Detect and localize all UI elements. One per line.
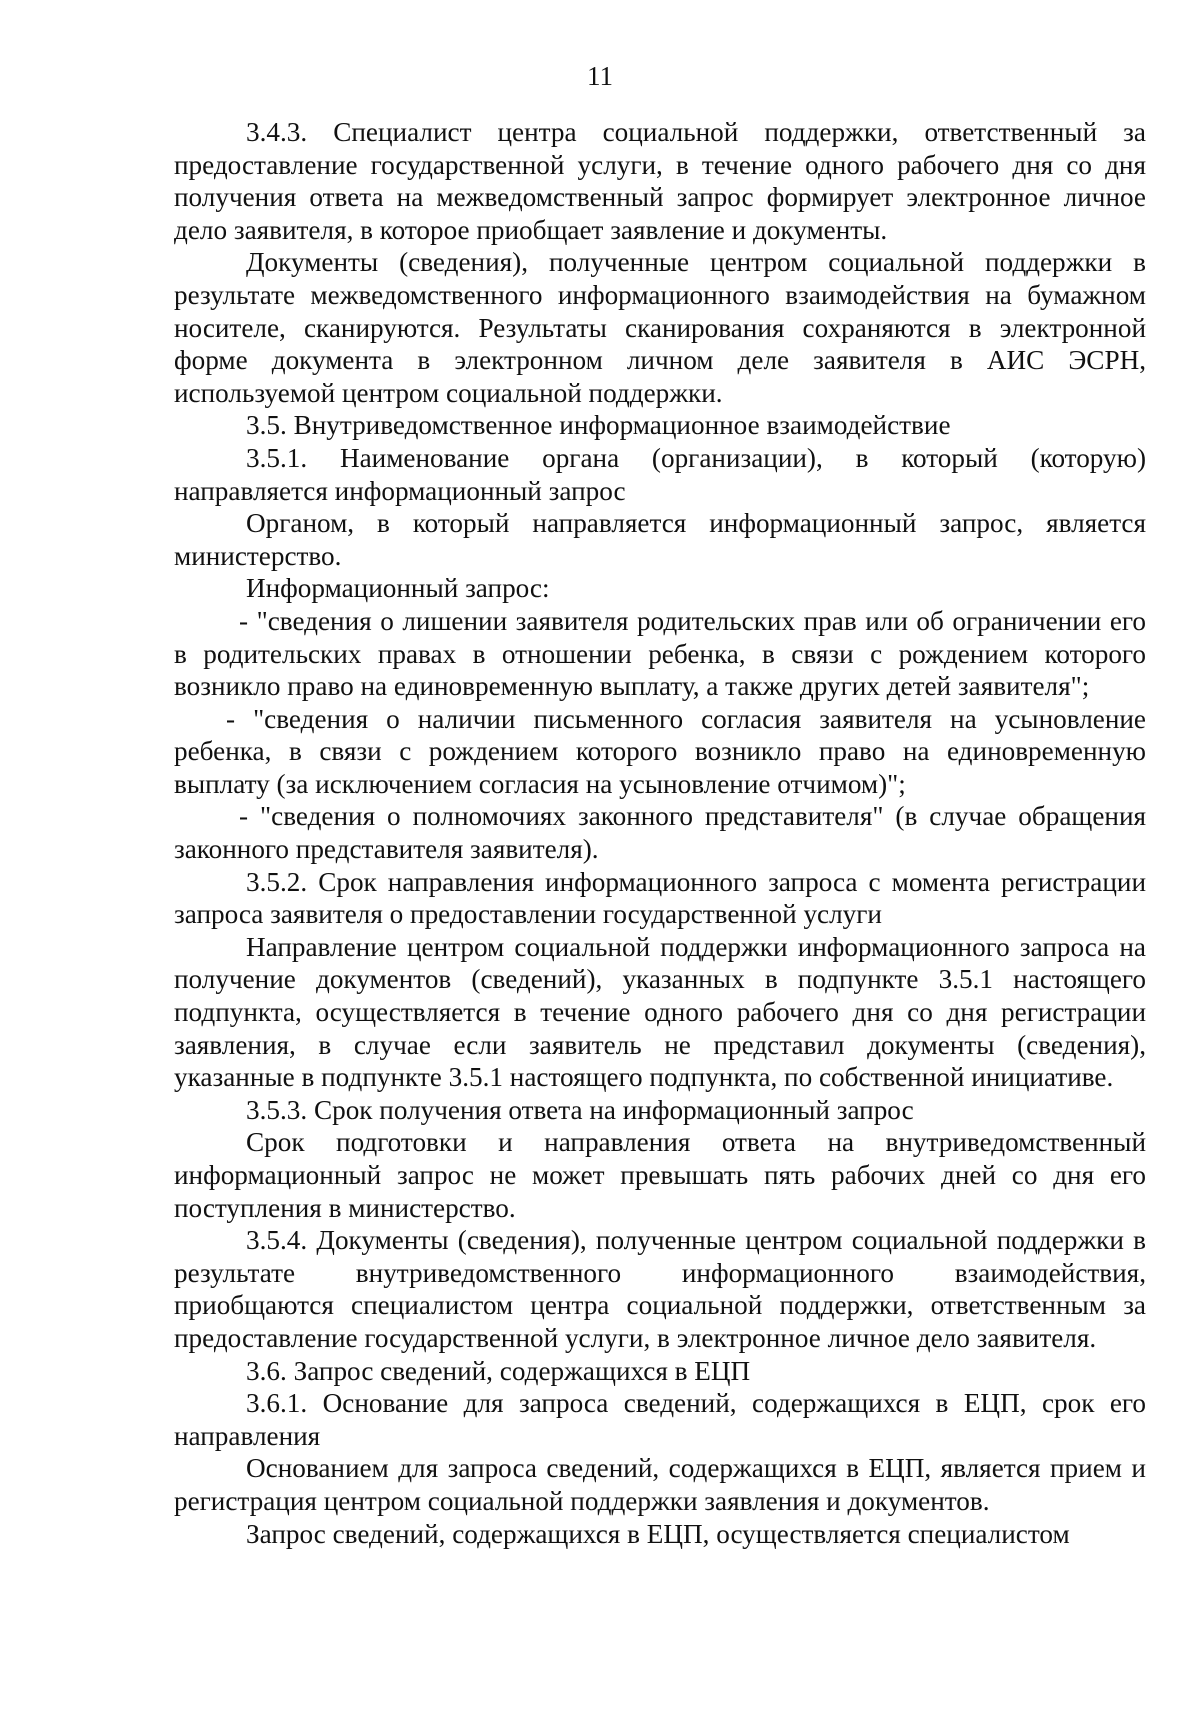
paragraph-3-6-1: 3.6.1. Основание для запроса сведений, содержащихся в ЕЦП, срок его направления bbox=[174, 1388, 1146, 1451]
paragraph-response-deadline: Срок подготовки и направления ответа на внутриведомственный информационный запрос не может превышать пять рабочих дней со дня его поступления в министерство. bbox=[174, 1127, 1146, 1223]
list-item-parental-rights: - "сведения о лишении заявителя родительских прав или об ограничении его в родительских правах в отношении ребенка, в связи с рождением которого возникло право на единовременную выплату, а также других детей заявителя"; bbox=[174, 605, 1146, 702]
list-item-adoption-consent: - "сведения о наличии письменного согласия заявителя на усыновление ребенка, в связи с рождением которого возникло право на единовременную выплату (за исключением согласия на усыновление отчимом)"; bbox=[174, 703, 1146, 799]
paragraph-3-5-2: 3.5.2. Срок направления информационного запроса с момента регистрации запроса заявителя о предоставлении государственной услуги bbox=[174, 866, 1146, 930]
paragraph-3-5-3: 3.5.3. Срок получения ответа на информационный запрос bbox=[246, 1094, 914, 1125]
paragraph-documents-scanning: Документы (сведения), полученные центром социальной поддержки в результате межведомственного информационного взаимодействия на бумажном носителе, сканируются. Результаты сканирования сохраняются в электронной форме документа в электронном личном деле заявителя в АИС ЭСРН, используемой центром социальной поддержки. bbox=[174, 247, 1146, 408]
paragraph-request-by-specialist: Запрос сведений, содержащихся в ЕЦП, осуществляется специалистом bbox=[246, 1518, 1070, 1549]
paragraph-request-direction: Направление центром социальной поддержки информационного запроса на получение документов (сведений), указанных в подпункте 3.5.1 настоящего подпункта, осуществляется в течение одного рабочего дня со дня регистрации заявления, в случае если заявитель не представил документы (сведения), указанные в подпункте 3.5.1 настоящего подпункта, по собственной инициативе. bbox=[174, 931, 1146, 1093]
paragraph-info-request-label: Информационный запрос: bbox=[246, 573, 550, 604]
paragraph-3-4-3: 3.4.3. Специалист центра социальной поддержки, ответственный за предоставление государственной услуги, в течение одного рабочего дня со дня получения ответа на межведомственный запрос формирует электронное личное дело заявителя, в которое приобщает заявление и документы. bbox=[174, 117, 1146, 245]
list-item-legal-representative: - "сведения о полномочиях законного представителя" (в случае обращения законного представителя заявителя). bbox=[174, 801, 1146, 865]
paragraph-3-5-4: 3.5.4. Документы (сведения), полученные центром социальной поддержки в результате внутриведомственного информационного взаимодействия, приобщаются специалистом центра социальной поддержки, ответственным за предоставление государственной услуги, в электронное личное дело заявителя. bbox=[174, 1225, 1146, 1353]
section-heading-3-5: 3.5. Внутриведомственное информационное взаимодействие bbox=[246, 410, 951, 441]
document-body bbox=[174, 116, 1146, 1550]
page-number: 11 bbox=[587, 61, 613, 91]
paragraph-3-5-1: 3.5.1. Наименование органа (организации), в который (которую) направляется информационный запрос bbox=[174, 442, 1146, 506]
paragraph-basis: Основанием для запроса сведений, содержащихся в ЕЦП, является прием и регистрация центром социальной поддержки заявления и документов. bbox=[174, 1453, 1146, 1516]
section-heading-3-6: 3.6. Запрос сведений, содержащихся в ЕЦП bbox=[246, 1355, 751, 1386]
paragraph-authority: Органом, в который направляется информационный запрос, является министерство. bbox=[174, 508, 1146, 571]
